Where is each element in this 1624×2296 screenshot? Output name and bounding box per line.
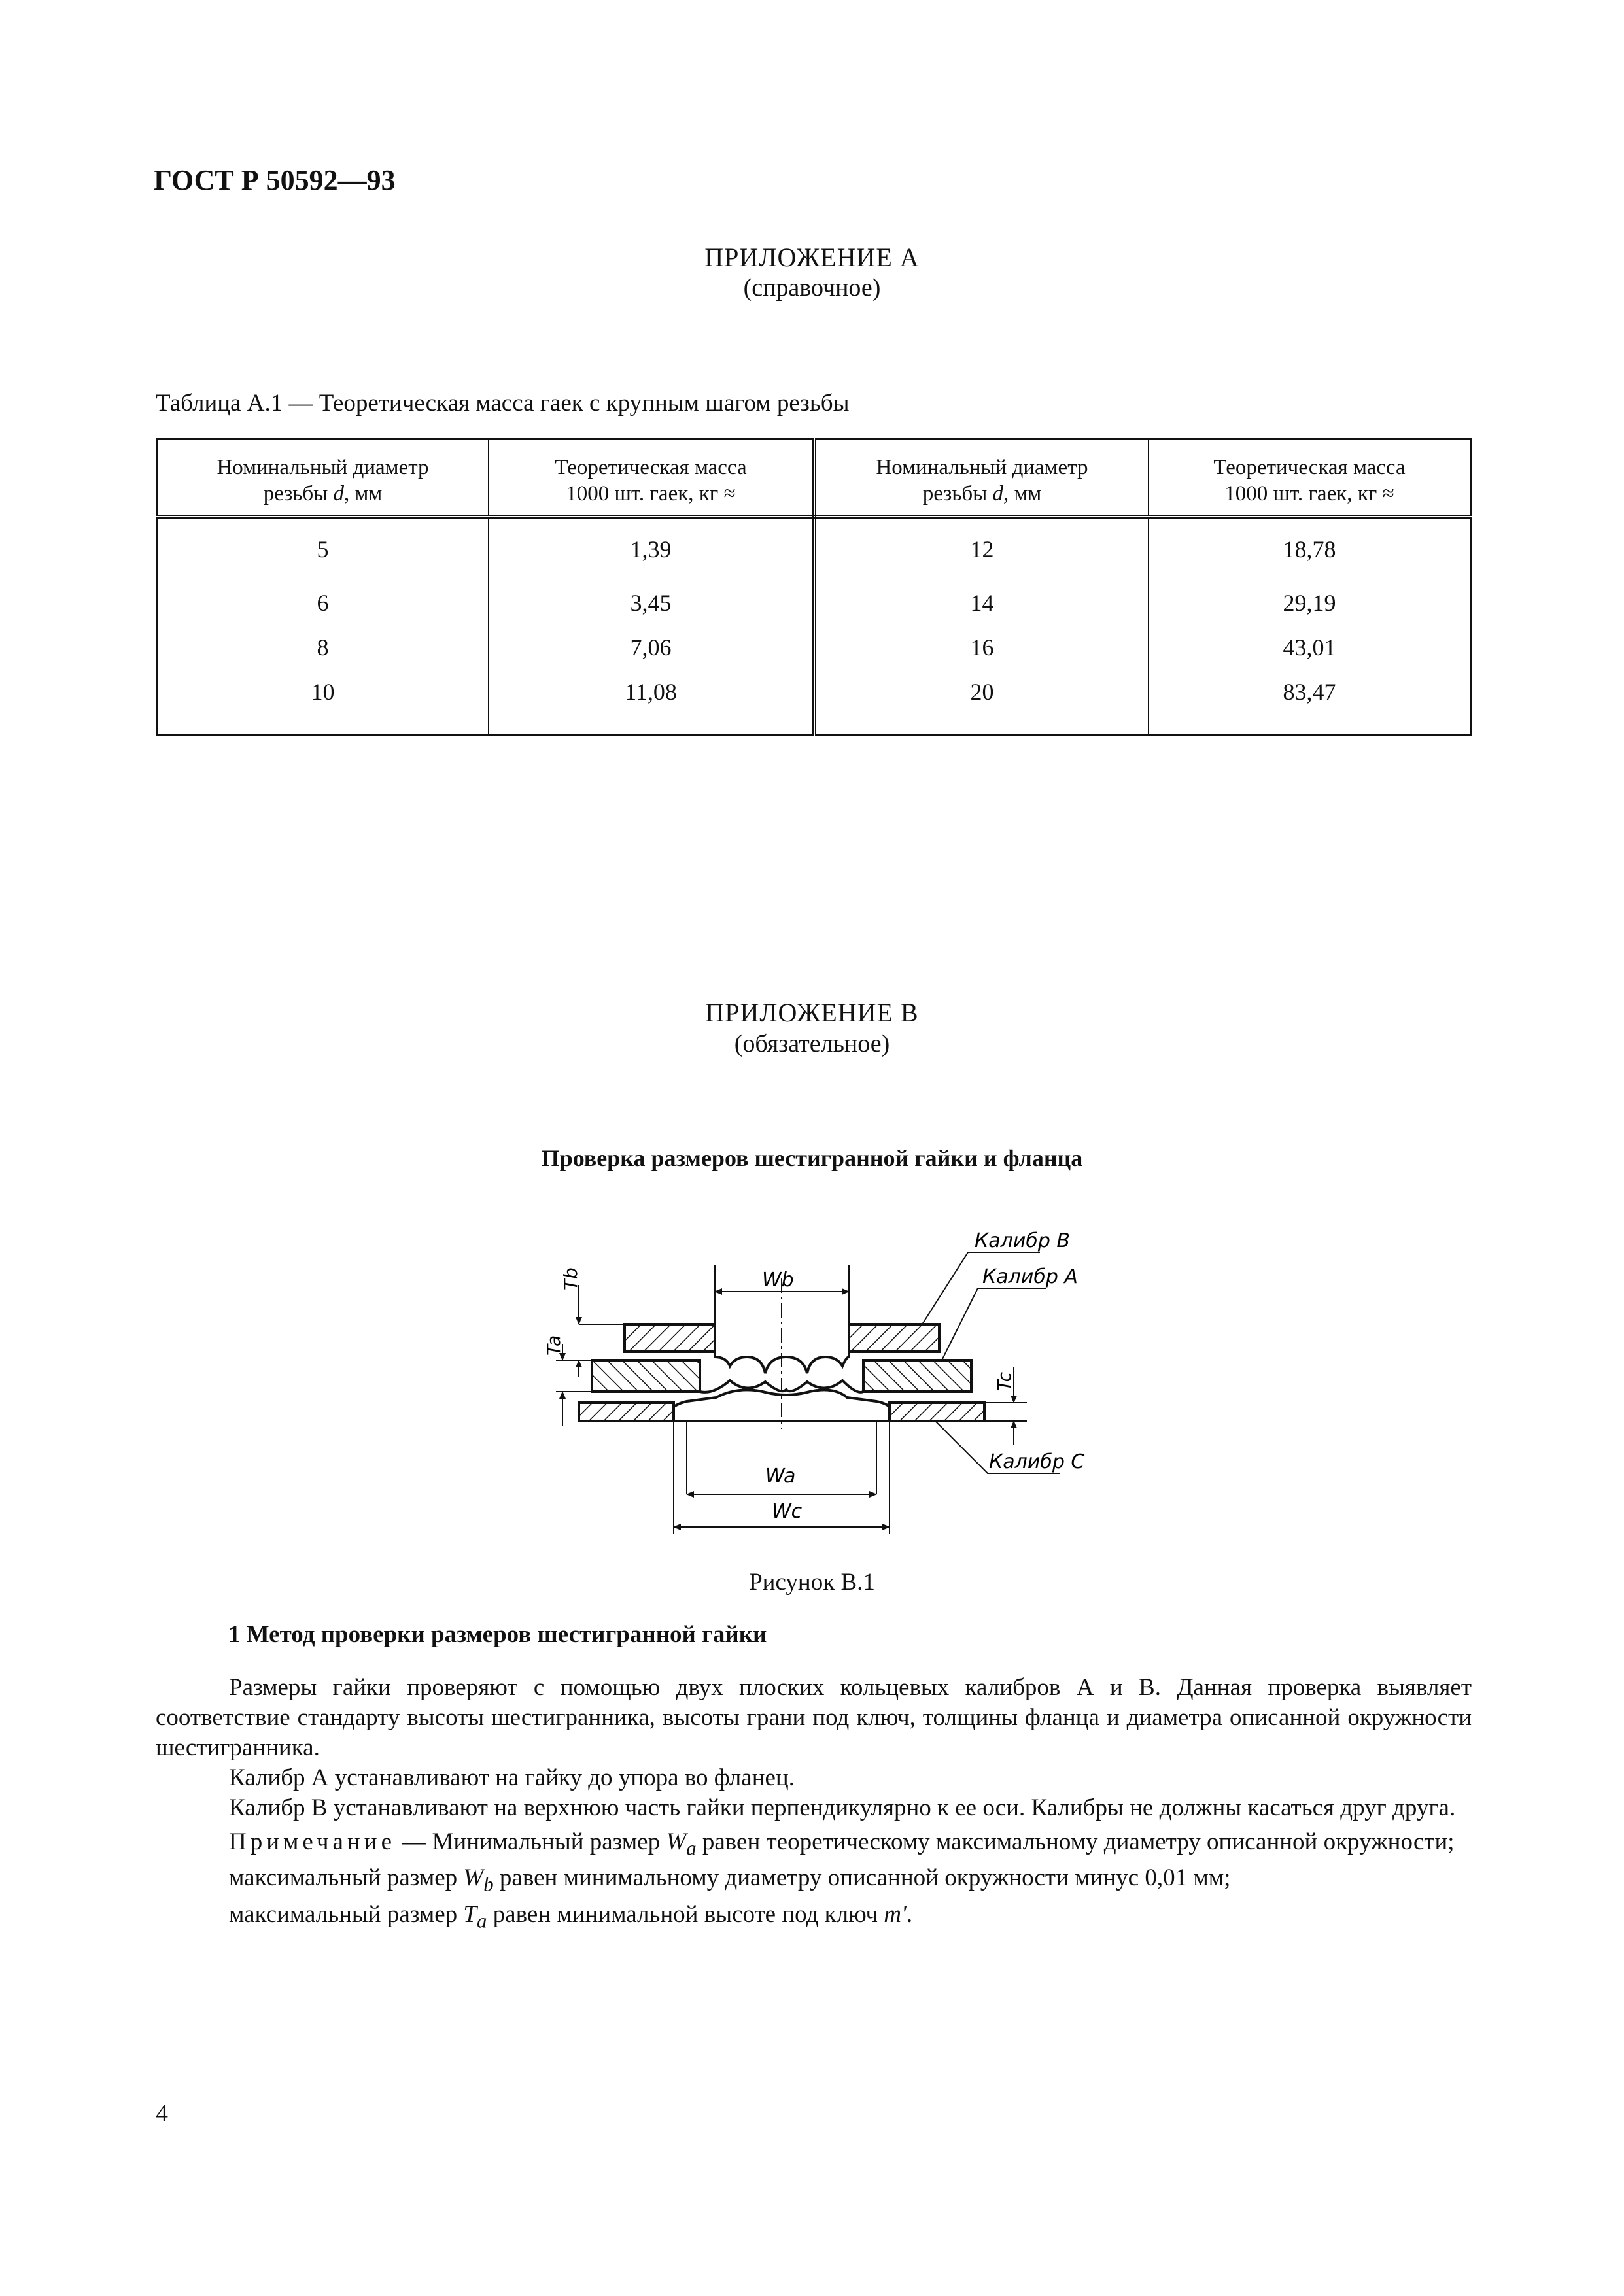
paragraph-2: Калибр А устанавливают на гайку до упора во фланец. bbox=[229, 1764, 795, 1791]
table-row bbox=[157, 631, 1471, 676]
table-caption: Таблица А.1 — Теоретическая масса гаек с крупным шагом резьбы bbox=[156, 390, 850, 417]
table-cell: 16 bbox=[814, 631, 1149, 676]
appendix-a-subtitle: (справочное) bbox=[743, 274, 881, 301]
table-cell: 5 bbox=[157, 517, 489, 587]
table-cell: 7,06 bbox=[489, 631, 814, 676]
appendix-b-heading: Проверка размеров шестигранной гайки и фланца bbox=[541, 1145, 1083, 1171]
table-cell: 10 bbox=[157, 676, 489, 736]
paragraph-1: Размеры гайки проверяют с помощью двух плоских кольцевых калибров А и В. Данная проверка выявляет соответствие стандарту высоты шестигранника, высоты грани под ключ, толщины фланца и диаметра описанной окружности шестигранника. bbox=[156, 1674, 1472, 1761]
table-header-row bbox=[157, 439, 1471, 517]
table-cell: 11,08 bbox=[489, 676, 814, 736]
gauge-b-label: Калибр В bbox=[975, 1229, 1071, 1252]
section-1-title: 1 Метод проверки размеров шестигранной гайки bbox=[228, 1621, 767, 1648]
table-row bbox=[157, 676, 1471, 736]
figure-caption: Рисунок В.1 bbox=[749, 1569, 875, 1596]
mass-table bbox=[156, 438, 1472, 736]
wa-label: Wa bbox=[765, 1465, 796, 1488]
body-text bbox=[156, 1673, 1472, 1936]
paragraph-3: Калибр В устанавливают на верхнюю часть гайки перпендикулярно к ее оси. Калибры не должны касаться друг друга. bbox=[229, 1794, 1456, 1821]
table-cell: 6 bbox=[157, 587, 489, 631]
gauge-figure bbox=[517, 1226, 1105, 1560]
header-nominal-diameter-2: Номинальный диаметр резьбы d, мм bbox=[814, 439, 1149, 517]
table-cell: 12 bbox=[814, 517, 1149, 587]
table-cell: 20 bbox=[814, 676, 1149, 736]
table-row bbox=[157, 587, 1471, 631]
appendix-a-title: ПРИЛОЖЕНИЕ А bbox=[704, 243, 920, 272]
note-line-2: максимальный размер $W_b$ равен минимальному диаметру описанной окружности минус 0,01 мм; bbox=[229, 1864, 1231, 1896]
gauge-a-label: Калибр А bbox=[982, 1265, 1078, 1288]
wb-label: Wb bbox=[762, 1269, 794, 1292]
document-code: ГОСТ Р 50592—93 bbox=[154, 164, 396, 196]
table-cell: 3,45 bbox=[489, 587, 814, 631]
note-label: Примечание bbox=[229, 1828, 396, 1855]
appendix-b-subtitle: (обязательное) bbox=[734, 1030, 890, 1057]
note-line-3: максимальный размер $T_a$ равен минимальной высоте под ключ m'. bbox=[229, 1900, 913, 1932]
note: Примечание — Минимальный размер $W_a$ равен теоретическому максимальному диаметру описанной окружности; bbox=[229, 1828, 1455, 1860]
table-cell: 18,78 bbox=[1283, 536, 1336, 562]
page-number: 4 bbox=[156, 2100, 168, 2127]
table-cell: 83,47 bbox=[1283, 678, 1336, 705]
table-row bbox=[157, 517, 1471, 587]
appendix-b-title: ПРИЛОЖЕНИЕ В bbox=[705, 998, 919, 1027]
tc-label: Tc bbox=[993, 1371, 1015, 1391]
header-theoretical-mass-2: Теоретическая масса 1000 шт. гаек, кг ≈ bbox=[1149, 439, 1471, 517]
table-cell: 29,19 bbox=[1283, 589, 1336, 616]
gauge-c-label: Калибр С bbox=[989, 1450, 1085, 1473]
header-theoretical-mass: Теоретическая масса 1000 шт. гаек, кг ≈ bbox=[489, 439, 814, 517]
table-cell: 14 bbox=[814, 587, 1149, 631]
table-cell: 8 bbox=[157, 631, 489, 676]
header-nominal-diameter: Номинальный диаметр резьбы d, мм bbox=[157, 439, 489, 517]
table-cell: 1,39 bbox=[489, 517, 814, 587]
ta-label: Ta bbox=[543, 1335, 564, 1356]
tb-label: Tb bbox=[560, 1267, 581, 1290]
table-cell: 43,01 bbox=[1283, 634, 1336, 660]
wc-label: Wc bbox=[772, 1500, 803, 1523]
